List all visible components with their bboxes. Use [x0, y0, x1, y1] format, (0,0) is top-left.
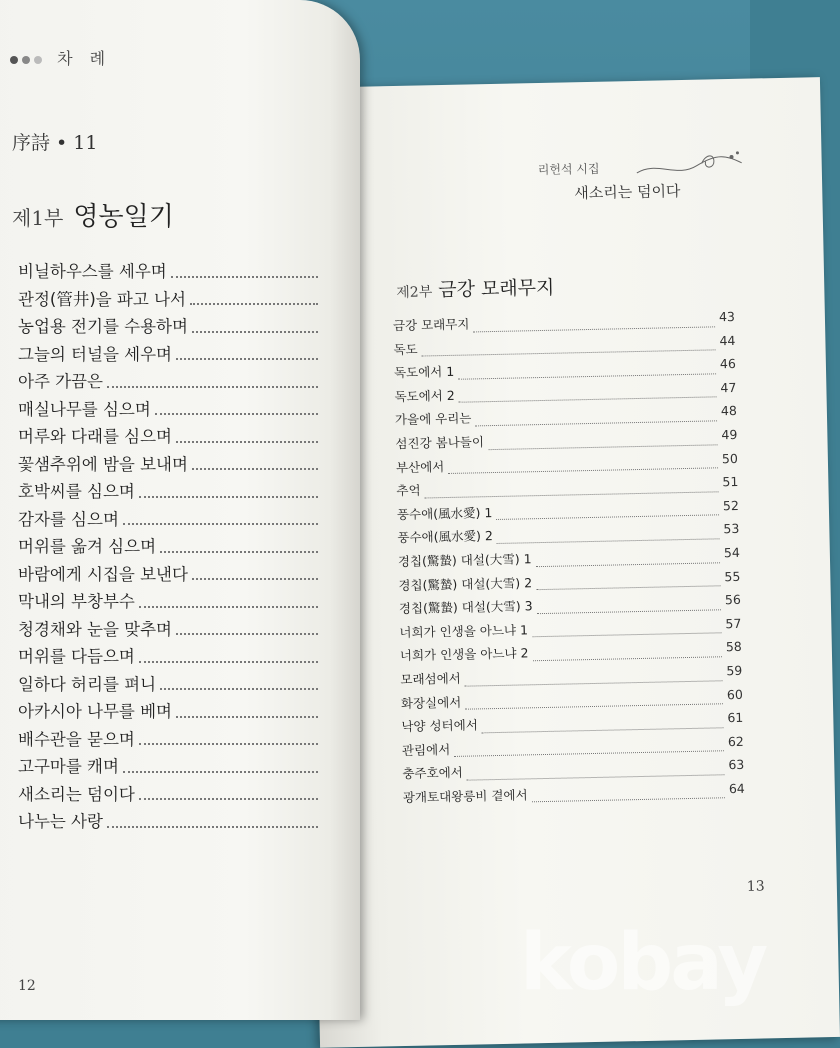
leader-dots [482, 727, 724, 733]
toc-entry-title: 추억 [396, 482, 421, 499]
leader-dots [425, 491, 719, 498]
toc-entry-page: 52 [722, 497, 739, 513]
toc-entry-page: 49 [721, 426, 738, 443]
toc-entry-title: 나누는 사랑 [18, 812, 103, 831]
toc-entry [18, 368, 318, 396]
toc-entry-page: 54 [723, 544, 740, 561]
toc-entry [18, 396, 318, 424]
toc-header-label: 차 례 [57, 49, 112, 68]
leader-dots [123, 523, 318, 525]
toc-entry-title: 경칩(驚蟄) 대설(大雪) 2 [398, 574, 533, 593]
toc-entry-title: 매실나무를 심으며 [18, 399, 151, 419]
toc-entry-title: 너희가 인생을 아느냐 2 [399, 645, 529, 664]
toc-entry-title: 청경채와 눈을 맞추며 [18, 619, 172, 639]
toc-entry-title: 머루와 다래를 심으며 [18, 427, 172, 446]
toc-entry [18, 341, 318, 369]
toc-entry [18, 561, 318, 589]
leader-dots [139, 798, 318, 800]
toc-entry-page: 63 [728, 757, 745, 773]
leader-dots [139, 743, 318, 745]
toc-entry-title: 광개토대왕릉비 곁에서 [402, 787, 528, 805]
leader-dots [192, 578, 318, 580]
leader-dots [192, 331, 318, 333]
part1-heading [12, 196, 174, 233]
leader-dots [454, 751, 724, 758]
toc-entry-title: 경칩(驚蟄) 대설(大雪) 1 [397, 551, 532, 569]
flourish-ornament [631, 141, 752, 184]
toc-entry [18, 781, 318, 809]
toc-entry-page: 51 [722, 474, 739, 490]
toc-entry-page: 53 [723, 521, 740, 537]
toc-entry-title: 농업용 전기를 수용하며 [18, 317, 188, 336]
toc-entry-title: 독도 [393, 341, 418, 357]
bullet-dot-icon [10, 56, 18, 64]
leader-dots [533, 656, 722, 661]
toc-entry-title: 호박씨를 심으며 [18, 482, 135, 501]
leader-dots [536, 562, 720, 567]
toc-entry-title: 고구마를 캐며 [18, 757, 119, 776]
left-page-number: 12 [18, 978, 36, 994]
right-page-content [300, 78, 819, 988]
leader-dots [489, 444, 718, 450]
toc-entry-page: 44 [719, 332, 736, 348]
toc-entry-title: 화장실에서 [400, 694, 462, 711]
toc-entry [18, 753, 318, 781]
leader-dots [160, 551, 318, 553]
toc-entry [18, 286, 318, 314]
toc-entry-page: 46 [719, 356, 737, 372]
toc-entry [18, 671, 318, 699]
leader-dots [176, 633, 318, 635]
toc-entry [18, 698, 318, 726]
leader-dots [497, 538, 720, 544]
toc-entry-title: 섬진강 봄나들이 [395, 434, 485, 452]
toc-entry-title: 풍수애(風水愛) 1 [396, 504, 493, 522]
toc-entry-title: 너희가 인생을 아느냐 1 [399, 622, 529, 640]
toc-entry-title: 경칩(驚蟄) 대설(大雪) 3 [398, 598, 533, 617]
toc-entry-title: 모래섬에서 [400, 670, 461, 687]
leader-dots [190, 303, 318, 305]
toc-entry-title: 아카시아 나무를 베며 [18, 702, 172, 721]
toc-entry-page: 58 [725, 639, 742, 655]
bullet-dot-icon [22, 56, 30, 64]
toc-entry-page: 64 [728, 780, 745, 797]
toc-entry-title: 독도에서 2 [394, 387, 455, 404]
toc-entry-page: 43 [718, 308, 736, 325]
toc-entry-page: 48 [720, 403, 738, 419]
toc-entry-title: 관림에서 [401, 741, 451, 758]
part1-title: 영농일기 [73, 202, 174, 232]
toc-entry-title: 풍수애(風水愛) 2 [397, 528, 493, 546]
toc-entry [18, 313, 318, 341]
leader-dots [176, 358, 318, 360]
leader-dots [176, 716, 318, 718]
leader-dots [422, 350, 716, 357]
leader-dots [537, 609, 721, 614]
toc-entry-title: 감자를 심으며 [18, 509, 119, 529]
toc-entry-page: 47 [720, 379, 737, 396]
toc-entry-title: 꽃샘추위에 밤을 보내며 [18, 454, 188, 474]
toc-entry-title: 가을에 우리는 [394, 410, 472, 428]
toc-entry-title: 독도에서 1 [393, 364, 455, 381]
toc-entry [18, 533, 318, 561]
toc-entry [18, 616, 318, 644]
toc-entry-title: 일하다 허리를 펴니 [18, 674, 157, 694]
toc-entry-title: 금강 모래무지 [392, 316, 470, 334]
book-subtitle: 새소리는 덤이다 [574, 182, 681, 203]
leader-dots [171, 276, 318, 278]
leader-dots [192, 468, 318, 470]
leader-dots [465, 680, 723, 686]
toc-entry-page: 62 [727, 733, 744, 749]
toc-entry-title: 머위를 옮겨 심으며 [18, 537, 157, 556]
part1-number: 제1부 [12, 206, 64, 230]
bullet-dot-icon [34, 56, 42, 64]
toc-entry-title: 머위를 다듬으며 [18, 647, 135, 666]
watermark-logo: kobay [520, 918, 766, 1008]
toc-left-list [18, 258, 318, 836]
toc-entry-title: 아주 가끔은 [18, 372, 103, 391]
toc-entry [18, 478, 318, 506]
toc-entry [18, 506, 318, 534]
part2-number: 제2부 [396, 284, 433, 302]
leader-dots [107, 826, 318, 828]
leader-dots [107, 386, 318, 388]
leader-dots [139, 606, 318, 608]
toc-entry-title: 배수관을 묻으며 [18, 729, 135, 749]
toc-entry-title: 충주호에서 [402, 765, 463, 782]
book-series: 리헌석 시집 [537, 161, 600, 178]
leader-dots [473, 326, 715, 332]
left-page [0, 0, 360, 1020]
toc-entry-page: 57 [725, 615, 742, 631]
toc-entry-title: 바람에게 시집을 보낸다 [18, 564, 188, 584]
right-page-number: 13 [746, 878, 765, 895]
toc-entry [18, 726, 318, 754]
toc-entry-page: 56 [724, 592, 741, 608]
leader-dots [465, 703, 723, 709]
toc-entry [18, 258, 318, 286]
toc-entry-page: 60 [726, 686, 743, 702]
leader-dots [458, 373, 716, 379]
leader-dots [123, 771, 318, 773]
toc-entry-page: 59 [726, 662, 743, 679]
leader-dots [448, 467, 718, 474]
toc-entry [18, 451, 318, 479]
part2-title: 금강 모래무지 [438, 276, 555, 302]
leader-dots [155, 413, 318, 415]
part2-heading [396, 273, 555, 303]
toc-right-list [393, 309, 745, 812]
leader-dots [467, 774, 725, 780]
leader-dots [496, 515, 719, 521]
leader-dots [532, 798, 725, 803]
toc-entry [18, 423, 318, 451]
toc-entry-page: 61 [727, 709, 744, 726]
leader-dots [475, 420, 717, 426]
leader-dots [533, 633, 722, 638]
leader-dots [537, 585, 721, 590]
toc-entry-page: 55 [724, 568, 741, 584]
toc-entry-title: 부산에서 [395, 458, 445, 475]
leader-dots [459, 397, 717, 403]
toc-entry-title: 새소리는 덤이다 [18, 784, 135, 804]
leader-dots [139, 661, 318, 663]
toc-entry [18, 588, 318, 616]
toc-entry-page: 50 [721, 450, 739, 466]
toc-entry-title: 그늘의 터널을 세우며 [18, 344, 172, 364]
toc-entry-title: 비닐하우스를 세우며 [18, 262, 167, 281]
toc-header [10, 46, 111, 69]
toc-entry [18, 808, 318, 836]
toc-entry-title: 관정(管井)을 파고 나서 [18, 289, 186, 309]
toc-entry-title: 낙양 성터에서 [401, 717, 478, 735]
prologue-entry: 序詩 • 11 [12, 132, 98, 154]
toc-entry-title: 막내의 부창부수 [18, 592, 135, 611]
leader-dots [139, 496, 318, 498]
leader-dots [176, 441, 318, 443]
leader-dots [160, 688, 318, 690]
toc-entry [18, 643, 318, 671]
